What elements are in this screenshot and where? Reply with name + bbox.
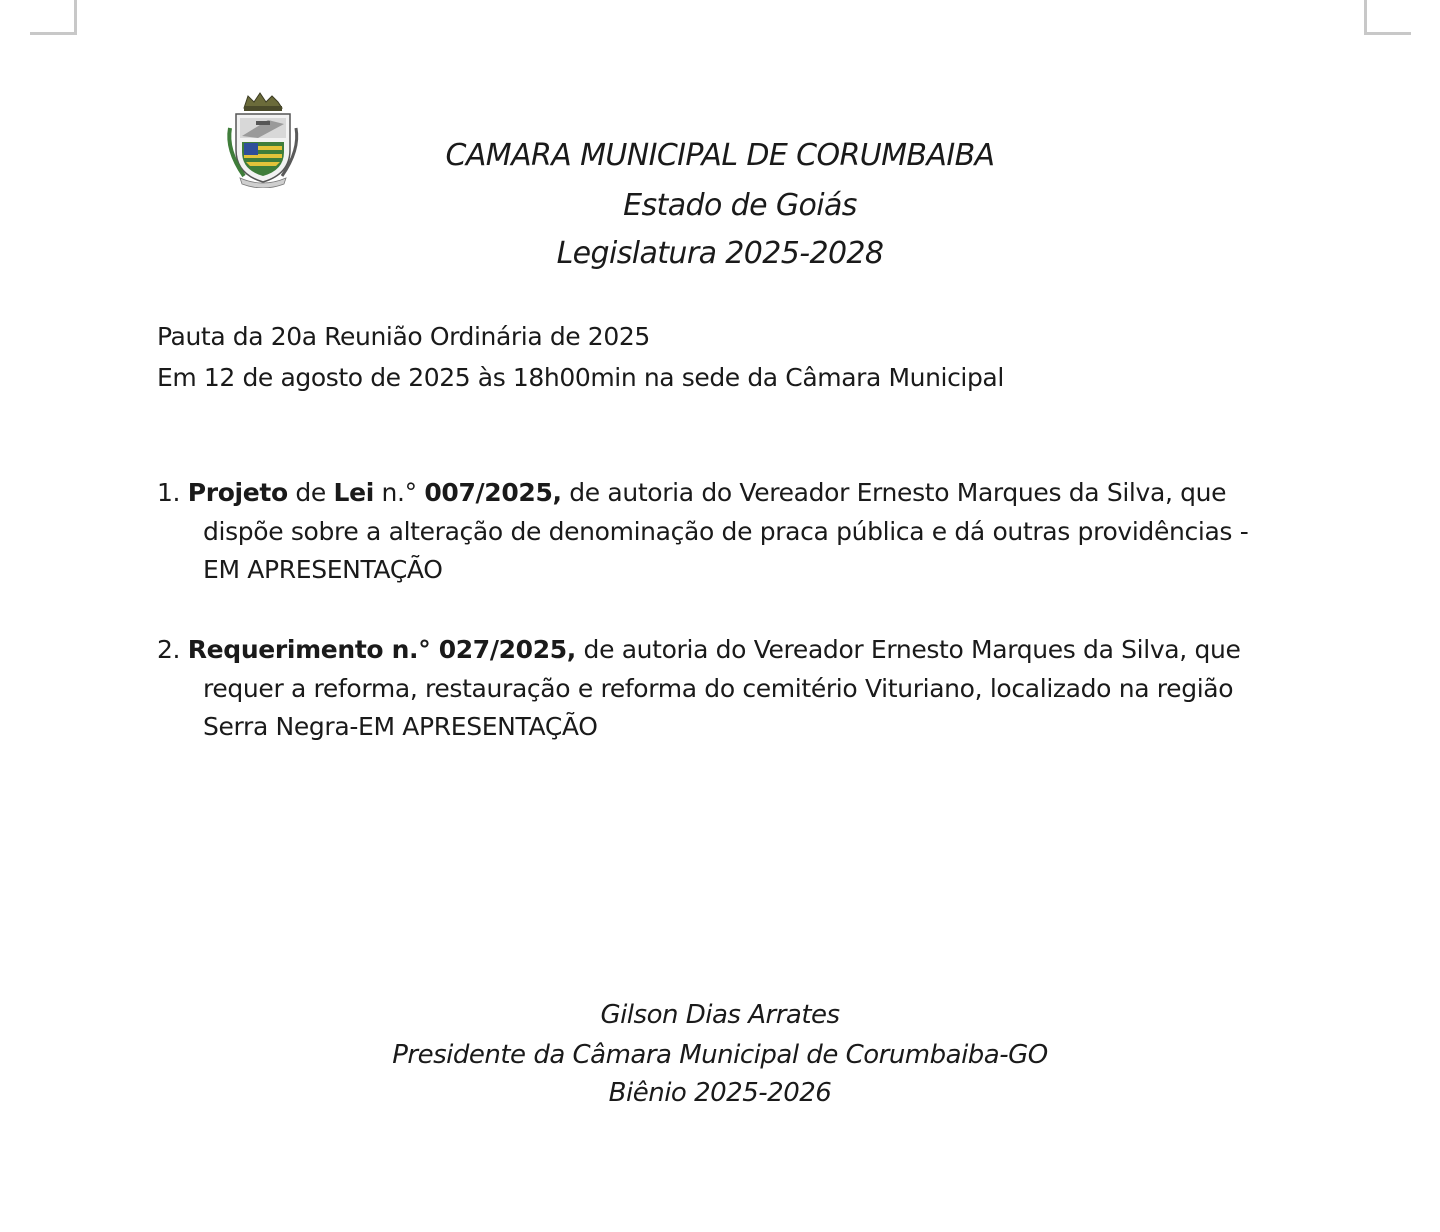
item-text: n.° (373, 478, 425, 507)
agenda-item-line (157, 474, 1307, 513)
meeting-date-location: Em 12 de agosto de 2025 às 18h00min na sede da Câmara Municipal (157, 363, 1004, 392)
agenda-item (157, 474, 1307, 590)
item-number: 1. (157, 478, 181, 507)
item-reference-bold: 007/2025, (424, 478, 562, 507)
legislature-period: Legislatura 2025-2028 (556, 236, 884, 271)
agenda-item-line: requer a reforma, restauração e reforma do cemitério Vituriano, localizado na região (203, 673, 1234, 703)
page-corner-mark-left (30, 0, 77, 35)
agenda-item-status: Serra Negra-EM APRESENTAÇÃO (203, 712, 598, 741)
agenda-item-status: EM APRESENTAÇÃO (203, 555, 443, 584)
item-text: de autoria do Vereador Ernesto Marques da Silva, que (561, 478, 1227, 507)
item-text: de autoria do Vereador Ernesto Marques da Silva, que (575, 635, 1241, 664)
item-number: 2. (157, 635, 181, 664)
item-text: de (287, 478, 334, 507)
municipal-coat-of-arms-icon (218, 88, 308, 188)
signatory-name: Gilson Dias Arrates (600, 1000, 840, 1030)
agenda-title: Pauta da 20a Reunião Ordinária de 2025 (157, 322, 650, 351)
institution-name: CAMARA MUNICIPAL DE CORUMBAIBA (445, 138, 995, 173)
item-type-bold: Projeto (187, 478, 288, 507)
agenda-item (157, 631, 1307, 747)
agenda-item-line: dispõe sobre a alteração de denominação de praca pública e dá outras providências - (203, 516, 1249, 546)
item-reference-bold: Requerimento n.° 027/2025, (187, 635, 576, 664)
item-type-bold: Lei (333, 478, 374, 507)
agenda-item-line (157, 631, 1307, 670)
page-corner-mark-right (1364, 0, 1411, 35)
signatory-role: Presidente da Câmara Municipal de Corumbaiba-GO (392, 1040, 1048, 1070)
state-name: Estado de Goiás (623, 188, 857, 223)
signatory-term: Biênio 2025-2026 (608, 1078, 832, 1108)
